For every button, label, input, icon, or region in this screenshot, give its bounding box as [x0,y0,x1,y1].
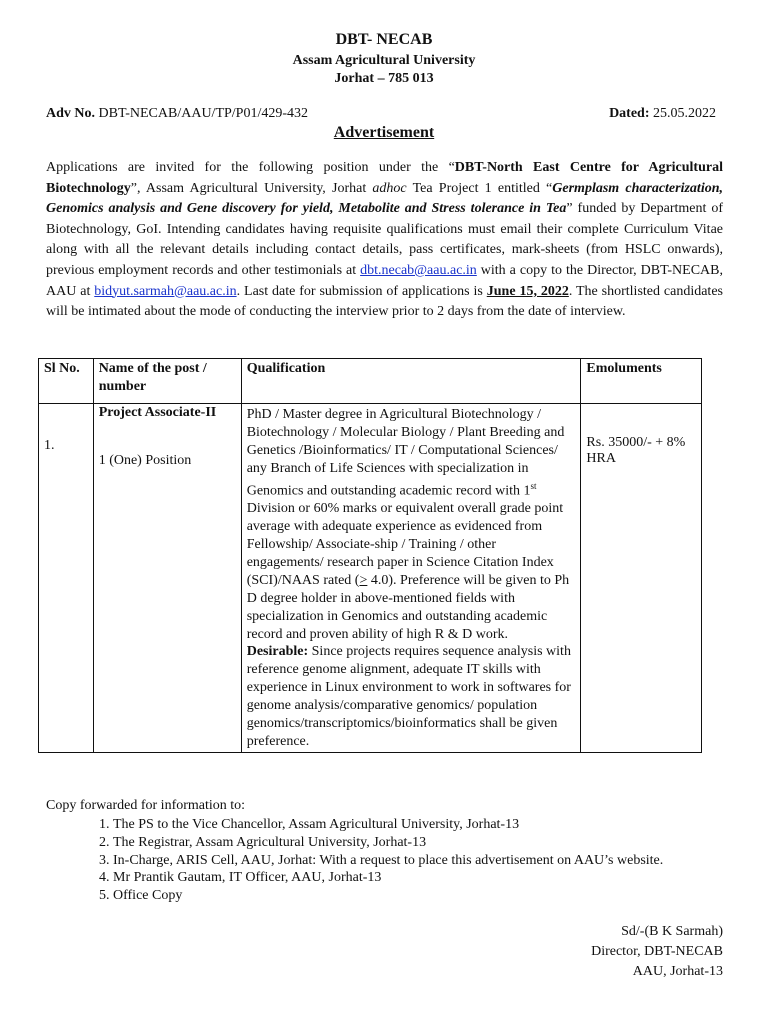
centre-name: DBT-North East Centre for Agricultural Biotechnology [46,160,723,196]
header-sl-no: Sl No. [39,359,94,404]
advertisement-title: Advertisement [333,124,435,141]
adhoc-text: adhoc [372,180,407,196]
signature-designation: Director, DBT-NECAB [591,944,723,959]
qualification-superscript: st [530,480,537,491]
copy-heading: Copy forwarded for information to: [46,798,246,813]
table-header-row [39,359,702,404]
sl-number: 1. [44,438,55,453]
signature-address: AAU, Jorhat-13 [632,964,723,979]
last-date: June 15, 2022 [486,283,569,299]
list-item: 5. Office Copy [113,887,753,905]
header-post: Name of the post / number [93,359,241,404]
list-item: 3. In-Charge, ARIS Cell, AAU, Jorhat: With a request to place this advertisement on AAU’s website. [113,852,753,870]
qualification-text-3: 4.0). Preference will be given to Ph D degree holder in above-mentioned fields with specialization in Genomics and outstanding academic record and proven ability of high R & D work. [246,572,570,642]
adv-no-label: Adv No. [46,106,96,121]
university-location: Jorhat – 785 013 [334,71,434,86]
intro-text-1: Applications are invited for the following position under the “ [46,160,455,175]
intro-text-5: with a copy to the Director, DBT-NECAB, AAU at [46,262,723,299]
intro-text-3: Tea Project 1 entitled “ [406,180,553,196]
qualification-text-2: Division or 60% marks or equivalent overall grade point average with adequate experience as evidenced from Fellowship/ Associate-ship / Training / other engagements/ research paper in Science Citation Index (SCI)/NAAS rated ( [246,501,564,588]
cell-qualification [241,404,581,753]
org-name: DBT- NECAB [335,31,433,48]
cell-sl-no [39,404,94,753]
intro-text-7: . The shortlisted candidates will be intimated about the mode of conducting the interview prior to 2 days from the date of interview. [46,283,723,320]
signature-name: Sd/-(B K Sarmah) [621,924,723,939]
email-link-director[interactable]: bidyut.sarmah@aau.ac.in [94,283,237,299]
adv-reference-line [46,106,716,122]
adv-date [609,106,716,122]
date-value: 25.05.2022 [653,106,716,121]
intro-text-2: ”, Assam Agricultural University, Jorhat [130,180,373,196]
header-qualification: Qualification [241,359,581,404]
project-title: Germplasm characterization, Genomics analysis and Gene discovery for yield, Metabolite and Stress tolerance in Tea [46,180,723,217]
adv-no-value: DBT-NECAB/AAU/TP/P01/429-432 [98,106,309,121]
email-link-necab[interactable]: dbt.necab@aau.ac.in [360,262,477,278]
header-emoluments: Emoluments [581,359,702,404]
intro-text-4: ” funded by Department of Biotechnology, GoI. Intending candidates having requisite qualifications must email their complete Curriculum Vitae along with all the relevant details including contact details, pass certificates, mark-sheets (from HSLC onwards), previous employment records and other testimonials at [46,201,723,278]
list-item: 1. The PS to the Vice Chancellor, Assam Agricultural University, Jorhat-13 [113,816,753,834]
table-row [39,404,702,753]
intro-paragraph [46,158,723,323]
list-item: 2. The Registrar, Assam Agricultural University, Jorhat-13 [113,834,753,852]
copy-list [70,816,753,905]
emoluments-value: Rs. 35000/- + 8% HRA [586,435,686,466]
university-name: Assam Agricultural University [292,53,476,68]
date-label: Dated: [609,106,650,121]
position-table [38,358,702,753]
post-name: Project Associate-II [98,405,217,420]
intro-text-6: . Last date for submission of applications is [236,283,487,299]
signature-block [591,922,723,982]
list-item: 4. Mr Prantik Gautam, IT Officer, AAU, Jorhat-13 [113,869,753,887]
qualification-gte-symbol: > [359,572,368,588]
post-count: 1 (One) Position [98,453,192,468]
cell-emoluments [581,404,702,753]
cell-post [93,404,241,753]
desirable-label: Desirable: [246,644,309,660]
desirable-text: Since projects requires sequence analysis with reference genome alignment, adequate IT skills with experience in Linux environment to work in softwares for genome analysis/comparative genomics/ population genomics/transcriptomics/bioinformatics shall be given preference. [246,644,571,749]
qualification-text-1: PhD / Master degree in Agricultural Biotechnology / Biotechnology / Molecular Biology / Plant Breeding and Genetics /Bioinformatics/ IT / Computational Sciences/ any Branch of Life Sciences with specialization in Genomics and outstanding academic record with 1 [246,407,565,499]
